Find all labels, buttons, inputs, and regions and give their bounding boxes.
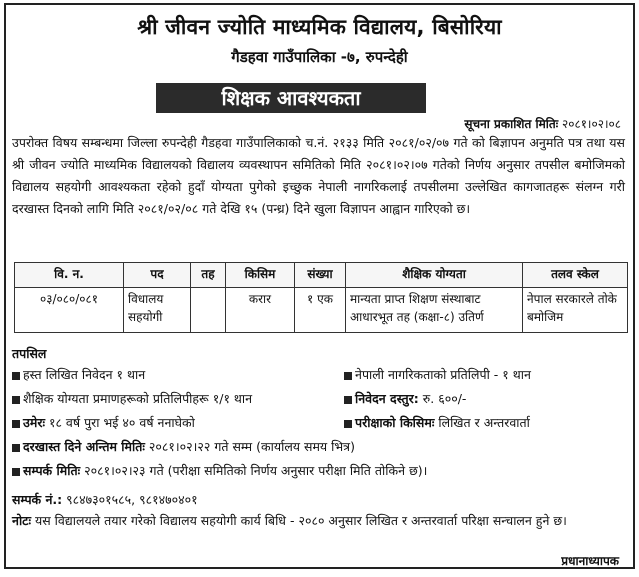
cell-type: करार bbox=[226, 288, 295, 333]
list-item: परीक्षाको किसिमः लिखित र अन्तरवार्ता bbox=[344, 413, 530, 433]
bullet-icon bbox=[344, 372, 352, 380]
col-header: तलव स्केल bbox=[523, 263, 628, 288]
school-name: श्री जीवन ज्योति माध्यमिक विद्यालय, बिसोरिया bbox=[137, 15, 502, 39]
vacancy-table bbox=[14, 262, 628, 333]
list-item: दरखास्त दिने अन्तिम मितिः २०८१।०२।२२ गते सम्म (कार्यालय समय भित्र) bbox=[12, 437, 355, 457]
bullet-icon bbox=[12, 420, 20, 428]
notice-page bbox=[4, 3, 635, 569]
signer: प्रधानाध्यापक bbox=[561, 554, 619, 568]
cell-count: १ एक bbox=[295, 288, 346, 333]
tapsil-heading: तपसिल bbox=[12, 346, 47, 361]
notice-paragraph: उपरोक्त विषय सम्बन्धमा जिल्ला रुपन्देही गैडहवा गाउँपालिकाको च.नं. २१३३ मिति २०८१/०२/०७ गते को बिज्ञापन अनुमति पत्र तथा यस श्री जीवन ज्योति माध्यमिक विद्यालयको विद्यालय व्यवस्थापन समितिको मिति २०८१।०२।०७ गतेको निर्णय अनुसार तपसील बमोजिमको विद्यालय सहयोगी आवश्यकता रहेको हुदाँ योग्यता पुगेको इच्छुक नेपाली नागरिकलाई तपसीलमा उल्लेखित कागजातहरू संलग्न गरी दरखास्त दिनको लागि मिति २०८१/०२/०८ गते देखि १५ (पन्ध्र) दिने खुला विज्ञापन आह्वान गारिएको छ। bbox=[12, 135, 625, 216]
bullet-icon bbox=[12, 372, 20, 380]
bullet-icon bbox=[12, 444, 20, 452]
col-header: वि. न. bbox=[15, 263, 124, 288]
list-item: सम्पर्क मितिः २०८१।०२।२३ गते (परीक्षा समितिको निर्णय अनुसार परीक्षा मिति तोकिने छ)। bbox=[12, 461, 427, 481]
publish-date bbox=[464, 115, 621, 132]
list-item: उमेरः १८ वर्ष पुरा भई ४० वर्ष ननाघेको bbox=[12, 413, 195, 433]
contact-number bbox=[12, 491, 198, 508]
table-header-row bbox=[15, 263, 628, 288]
list-item: हस्त लिखित निवेदन १ थान bbox=[12, 365, 145, 385]
bullet-icon bbox=[12, 396, 20, 404]
bullet-icon bbox=[12, 468, 20, 476]
col-header: पद bbox=[124, 263, 191, 288]
contact-value: ९८४७३०१५८५, ९८१४७०४०१ bbox=[66, 492, 198, 507]
publish-date-value: २०८१।०२।०८ bbox=[561, 117, 621, 131]
notice-banner: शिक्षक आवश्यकता bbox=[156, 83, 426, 113]
col-header: किसिम bbox=[226, 263, 295, 288]
cell-post: विधालय सहयोगी bbox=[124, 288, 191, 333]
note bbox=[12, 511, 623, 531]
contact-label: सम्पर्क नं.: bbox=[12, 492, 63, 507]
note-label: नोटः bbox=[12, 513, 32, 528]
cell-salary: नेपाल सरकारले तोके बमोजिम bbox=[523, 288, 628, 333]
school-address: गैडहवा गाउँपालिका -७, रुपन्देही bbox=[231, 48, 408, 66]
list-item: निवेदन दस्तुर: रु. ६००/- bbox=[344, 389, 466, 409]
list-item: नेपाली नागरिकताको प्रतिलिपी - १ थान bbox=[344, 365, 531, 385]
publish-date-label: सूचना प्रकाशित मितिः bbox=[464, 117, 559, 131]
col-header: शैक्षिक योग्यता bbox=[346, 263, 523, 288]
cell-level bbox=[191, 288, 226, 333]
list-item: शैक्षिक योग्यता प्रमाणहरूको प्रतिलिपीहरू १/१ थान bbox=[12, 389, 252, 409]
note-text: यस विद्यालयले तयार गरेको विद्यालय सहयोगी कार्य बिधि - २०८० अनुसार लिखित र अन्तरवार्ता परिक्षा सन्चालन हुने छ। bbox=[35, 513, 567, 528]
bullet-icon bbox=[344, 420, 352, 428]
col-header: संख्या bbox=[295, 263, 346, 288]
table-row bbox=[15, 288, 628, 333]
col-header: तह bbox=[191, 263, 226, 288]
cell-ad-number: ०३/०८०/०८१ bbox=[15, 288, 124, 333]
bullet-icon bbox=[344, 396, 352, 404]
cell-qualification: मान्यता प्राप्त शिक्षण संस्थाबाट आधारभूत तह (कक्षा-८) उतिर्ण bbox=[346, 288, 523, 333]
